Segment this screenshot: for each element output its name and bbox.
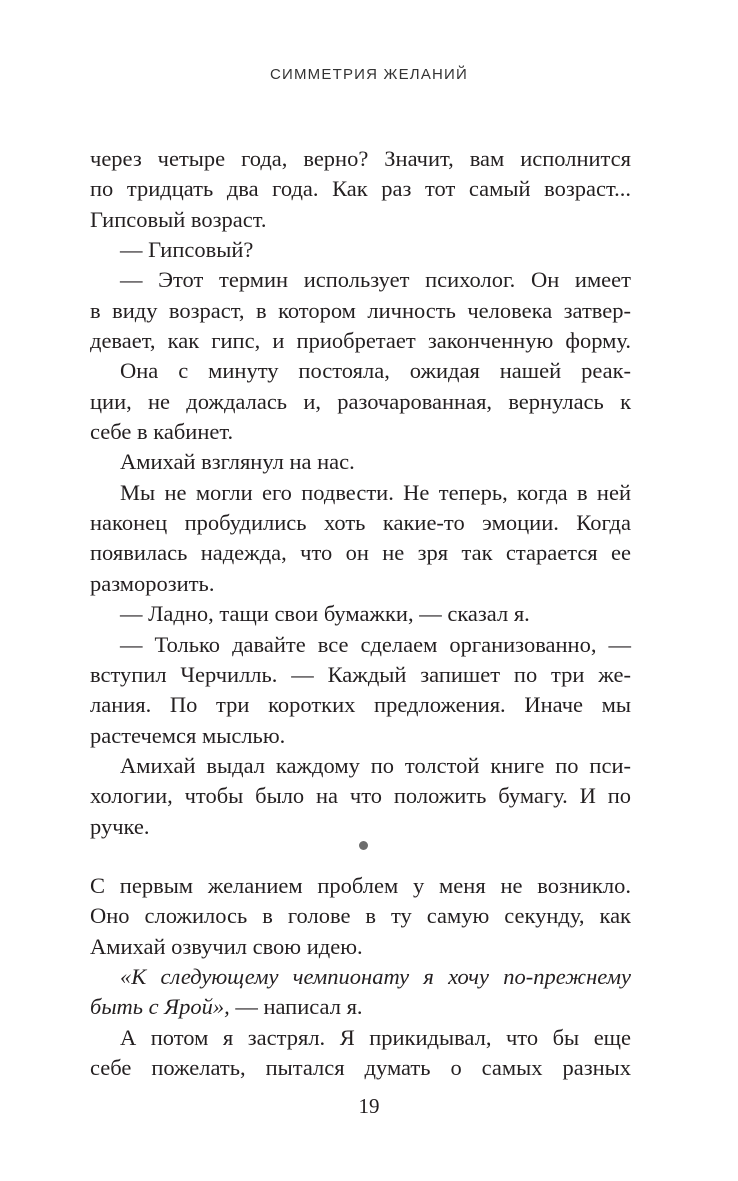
quote-attribution: — написал я.	[229, 994, 363, 1020]
text-line: ции, не дождалась и, разочарованная, вернулась к	[90, 388, 631, 414]
section-separator-dot	[359, 841, 368, 850]
text-line: Амихай озвучил свою идею.	[90, 933, 363, 959]
text-line: С первым желанием проблем у меня не возникло.	[90, 873, 631, 898]
text-line: Оно сложилось в голове в ту самую секунду, как	[90, 903, 631, 929]
text-line: появилась надежда, что он не зря так старается ее	[90, 540, 631, 566]
text-line: Гипсовый возраст.	[90, 206, 267, 232]
text-line: себе пожелать, пытался думать о самых разных	[90, 1055, 631, 1081]
quote-italic: быть с Ярой»,	[90, 994, 230, 1020]
text-block-2	[90, 871, 631, 1083]
text-line: разморозить.	[90, 570, 215, 596]
text-line-mixed	[90, 992, 631, 1022]
running-head: СИММЕТРИЯ ЖЕЛАНИЙ	[269, 66, 469, 83]
text-line: себе в кабинет.	[90, 419, 234, 445]
text-block-1	[90, 144, 631, 842]
text-line: по тридцать два года. Как раз тот самый возраст...	[90, 176, 631, 202]
text-line: Амихай взглянул на нас.	[120, 449, 355, 475]
text-line: через четыре года, верно? Значит, вам исполнится	[90, 146, 631, 171]
text-line: — Ладно, тащи свои бумажки, — сказал я.	[120, 601, 530, 627]
text-line: лания. По три коротких предложения. Иначе мы	[90, 692, 631, 718]
text-line: ручке.	[90, 813, 150, 839]
text-line: — Этот термин использует психолог. Он имеет	[120, 267, 631, 293]
quote-italic: «К следующему чемпионату я хочу по-прежнему	[120, 964, 631, 990]
text-line-italic	[90, 962, 631, 992]
text-line: Амихай выдал каждому по толстой книге по пси-	[120, 752, 631, 778]
text-line: А потом я застрял. Я прикидывал, что бы еще	[120, 1024, 631, 1050]
text-line: Мы не могли его подвести. Не теперь, когда в ней	[120, 479, 631, 505]
text-line: хологии, чтобы было на что положить бумагу. И по	[90, 783, 631, 809]
page-number: 19	[358, 1094, 380, 1118]
text-line: растечемся мыслью.	[90, 722, 286, 748]
text-line: — Только давайте все сделаем организованно, —	[120, 631, 631, 657]
text-line: наконец пробудились хоть какие-то эмоции. Когда	[90, 510, 631, 536]
text-line: Она с минуту постояла, ожидая нашей реак-	[120, 358, 631, 384]
text-line: девает, как гипс, и приобретает законченную форму.	[90, 328, 631, 354]
text-line: вступил Черчилль. — Каждый запишет по три же-	[90, 661, 631, 687]
text-line: — Гипсовый?	[120, 237, 254, 263]
text-line: в виду возраст, в котором личность человека затвер-	[90, 297, 631, 323]
